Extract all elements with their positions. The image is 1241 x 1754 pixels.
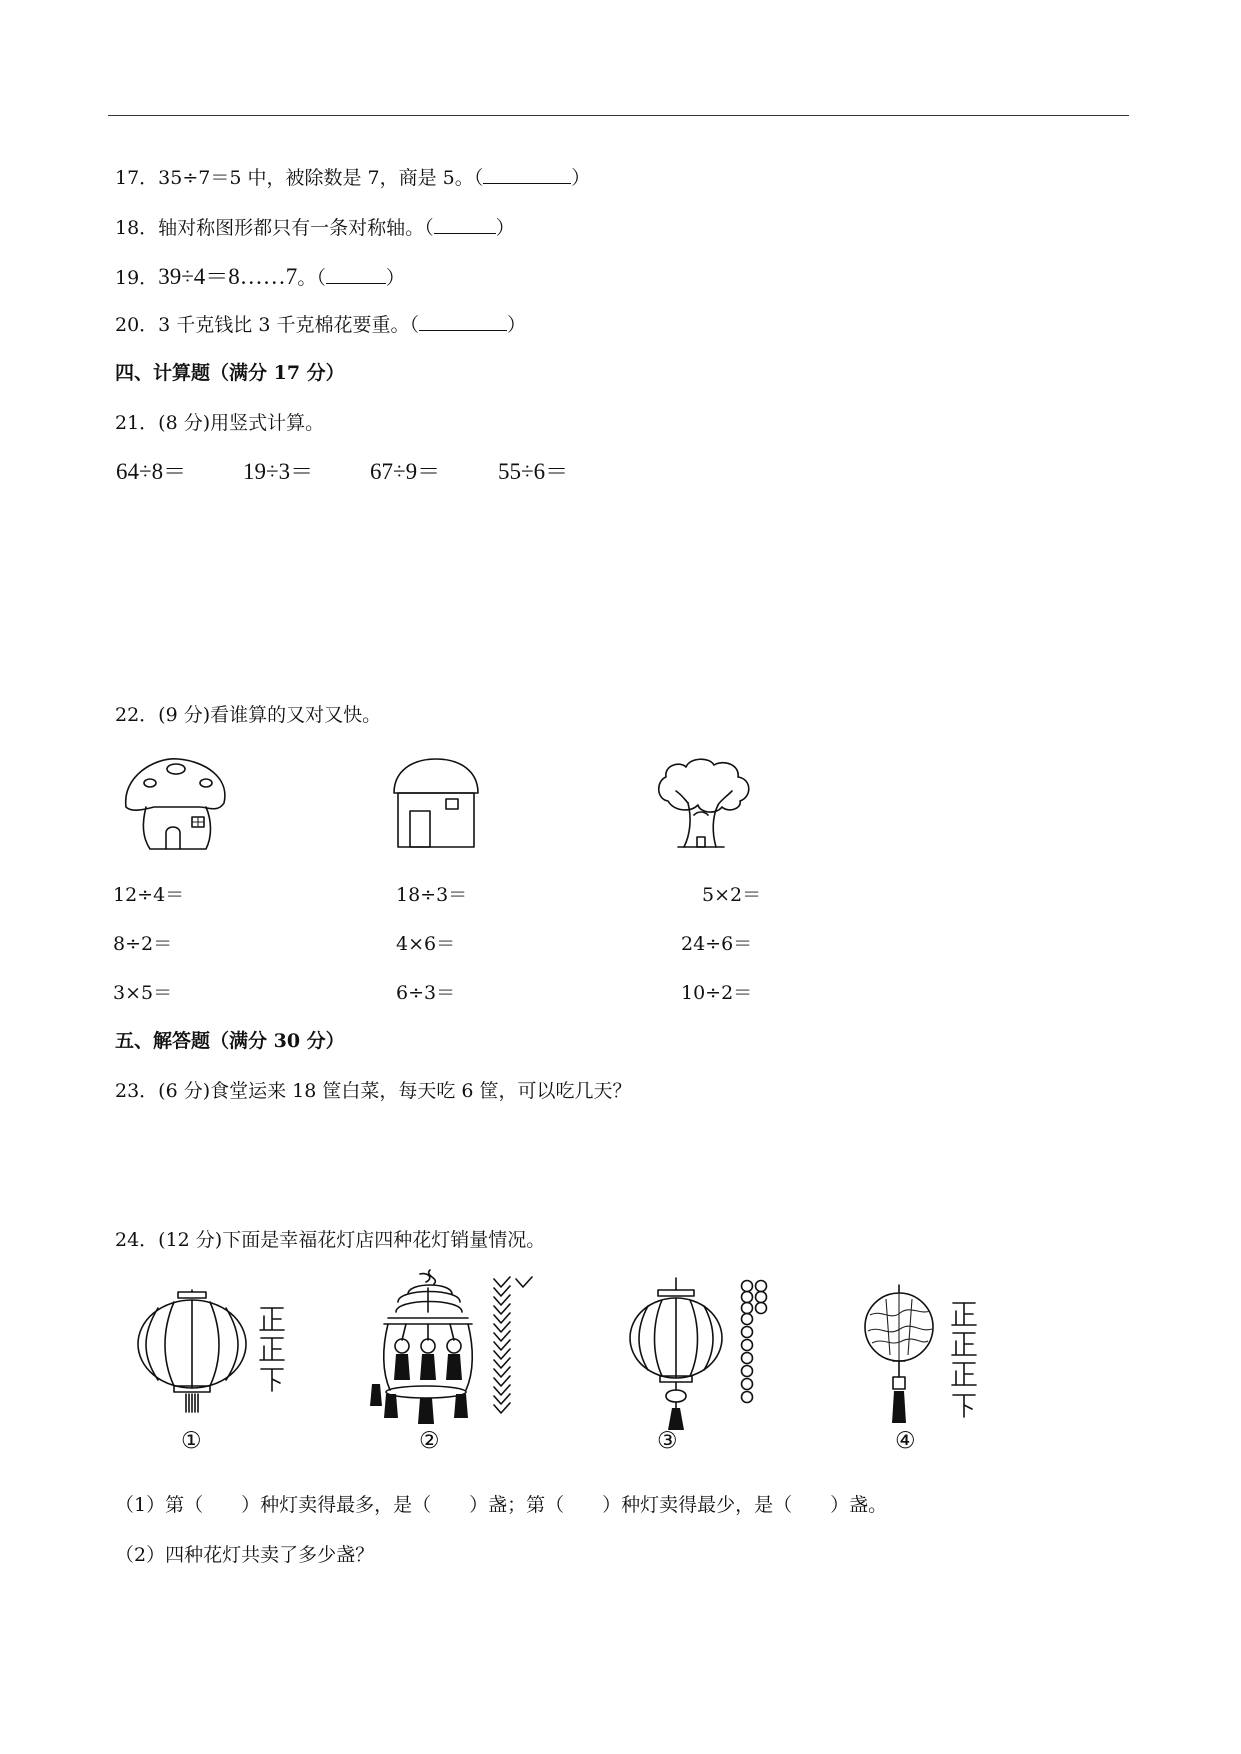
question-text: 。（ bbox=[297, 267, 326, 289]
close-paren: ） bbox=[571, 167, 591, 189]
tally-circle-mark bbox=[742, 1366, 753, 1377]
tally-circle-mark bbox=[742, 1379, 753, 1390]
equation: 6÷3＝ bbox=[396, 982, 456, 1004]
tally-circle-mark bbox=[742, 1292, 753, 1303]
question-24: 24．(12 分)下面是幸福花灯店四种花灯销量情况。 bbox=[115, 1229, 546, 1251]
header-rule bbox=[108, 115, 1129, 116]
equation: 12÷4＝ bbox=[113, 884, 185, 906]
tally-check-mark bbox=[494, 1340, 510, 1350]
tally-circles-icon bbox=[740, 1280, 770, 1430]
answer-blank[interactable] bbox=[434, 217, 496, 234]
lantern-label: ④ bbox=[895, 1428, 916, 1454]
tally-circle-mark bbox=[742, 1392, 753, 1403]
tally-check-mark bbox=[494, 1376, 510, 1386]
question-number: 19． bbox=[115, 267, 159, 289]
tally-check-mark bbox=[494, 1349, 510, 1359]
lantern-label: ③ bbox=[657, 1428, 678, 1454]
answer-blank[interactable] bbox=[419, 314, 507, 331]
answer-blank[interactable] bbox=[483, 167, 571, 184]
question-24-part-1: （1）第（ ）种灯卖得最多，是（ ）盏；第（ ）种灯卖得最少，是（ ）盏。 bbox=[115, 1494, 888, 1516]
tally-check-mark bbox=[516, 1277, 532, 1287]
tally-check-mark bbox=[494, 1304, 510, 1314]
lantern-2-icon bbox=[368, 1268, 488, 1428]
equation: 8÷2＝ bbox=[113, 933, 173, 955]
hut-icon bbox=[392, 757, 480, 849]
lantern-1-icon bbox=[136, 1290, 248, 1414]
tally-circle-mark bbox=[742, 1314, 753, 1325]
question-24-part-2: （2）四种花灯共卖了多少盏？ bbox=[115, 1544, 375, 1566]
tally-zheng-icon bbox=[950, 1300, 978, 1420]
equation: 3×5＝ bbox=[113, 982, 173, 1004]
tally-circle-mark bbox=[742, 1281, 753, 1292]
tree-house-icon bbox=[654, 757, 754, 849]
tally-circle-mark bbox=[742, 1340, 753, 1351]
equation: 4×6＝ bbox=[396, 933, 456, 955]
lantern-label: ① bbox=[181, 1428, 202, 1454]
question-22: 22．(9 分)看谁算的又对又快。 bbox=[115, 704, 382, 726]
close-paren: ） bbox=[495, 217, 515, 239]
tally-zheng-icon bbox=[258, 1305, 286, 1395]
formula: 39÷4＝8……7 bbox=[158, 264, 298, 289]
mushroom-house-icon bbox=[120, 755, 232, 851]
question-23: 23．(6 分)食堂运来 18 筐白菜，每天吃 6 筐，可以吃几天？ bbox=[115, 1080, 632, 1102]
answer-blank[interactable] bbox=[326, 267, 386, 284]
equation: 5×2＝ bbox=[702, 884, 762, 906]
question-text: 20．3 千克钱比 3 千克棉花要重。（ bbox=[115, 314, 419, 336]
question-21: 21．(8 分)用竖式计算。 bbox=[115, 412, 325, 434]
tally-check-mark bbox=[494, 1394, 510, 1404]
equation: 64÷8＝ bbox=[116, 459, 187, 484]
tally-check-mark bbox=[494, 1313, 510, 1323]
tally-check-mark bbox=[494, 1277, 510, 1287]
equation: 19÷3＝ bbox=[243, 459, 314, 484]
lantern-3-icon bbox=[628, 1278, 724, 1430]
close-paren: ） bbox=[385, 267, 405, 289]
lantern-label: ② bbox=[419, 1428, 440, 1454]
tally-check-mark bbox=[494, 1322, 510, 1332]
section-title-calculation: 四、计算题（满分 17 分） bbox=[115, 362, 345, 384]
close-paren: ） bbox=[506, 314, 526, 336]
question-text: 17．35÷7＝5 中，被除数是 7，商是 5。（ bbox=[115, 167, 484, 189]
equation: 55÷6＝ bbox=[498, 459, 569, 484]
tally-check-mark bbox=[494, 1295, 510, 1305]
tally-check-mark bbox=[494, 1385, 510, 1395]
equation: 10÷2＝ bbox=[681, 982, 753, 1004]
tally-circle-mark bbox=[742, 1327, 753, 1338]
tally-check-mark bbox=[494, 1358, 510, 1368]
equation: 18÷3＝ bbox=[396, 884, 468, 906]
tally-check-mark bbox=[494, 1331, 510, 1341]
tally-checks-icon bbox=[490, 1275, 540, 1425]
question-19 bbox=[115, 258, 405, 291]
equation: 24÷6＝ bbox=[681, 933, 753, 955]
equation: 67÷9＝ bbox=[370, 459, 441, 484]
question-text: 18．轴对称图形都只有一条对称轴。（ bbox=[115, 217, 434, 239]
tally-check-mark bbox=[494, 1403, 510, 1413]
tally-check-mark bbox=[494, 1286, 510, 1296]
tally-circle-mark bbox=[756, 1303, 767, 1314]
lantern-4-icon bbox=[860, 1285, 938, 1430]
section-title-word-problems: 五、解答题（满分 30 分） bbox=[115, 1030, 345, 1052]
tally-circle-mark bbox=[756, 1281, 767, 1292]
question-20 bbox=[115, 310, 526, 337]
question-17 bbox=[115, 163, 590, 190]
tally-check-mark bbox=[494, 1367, 510, 1377]
tally-circle-mark bbox=[756, 1292, 767, 1303]
tally-circle-mark bbox=[742, 1353, 753, 1364]
tally-circle-mark bbox=[742, 1303, 753, 1314]
question-18 bbox=[115, 213, 515, 240]
